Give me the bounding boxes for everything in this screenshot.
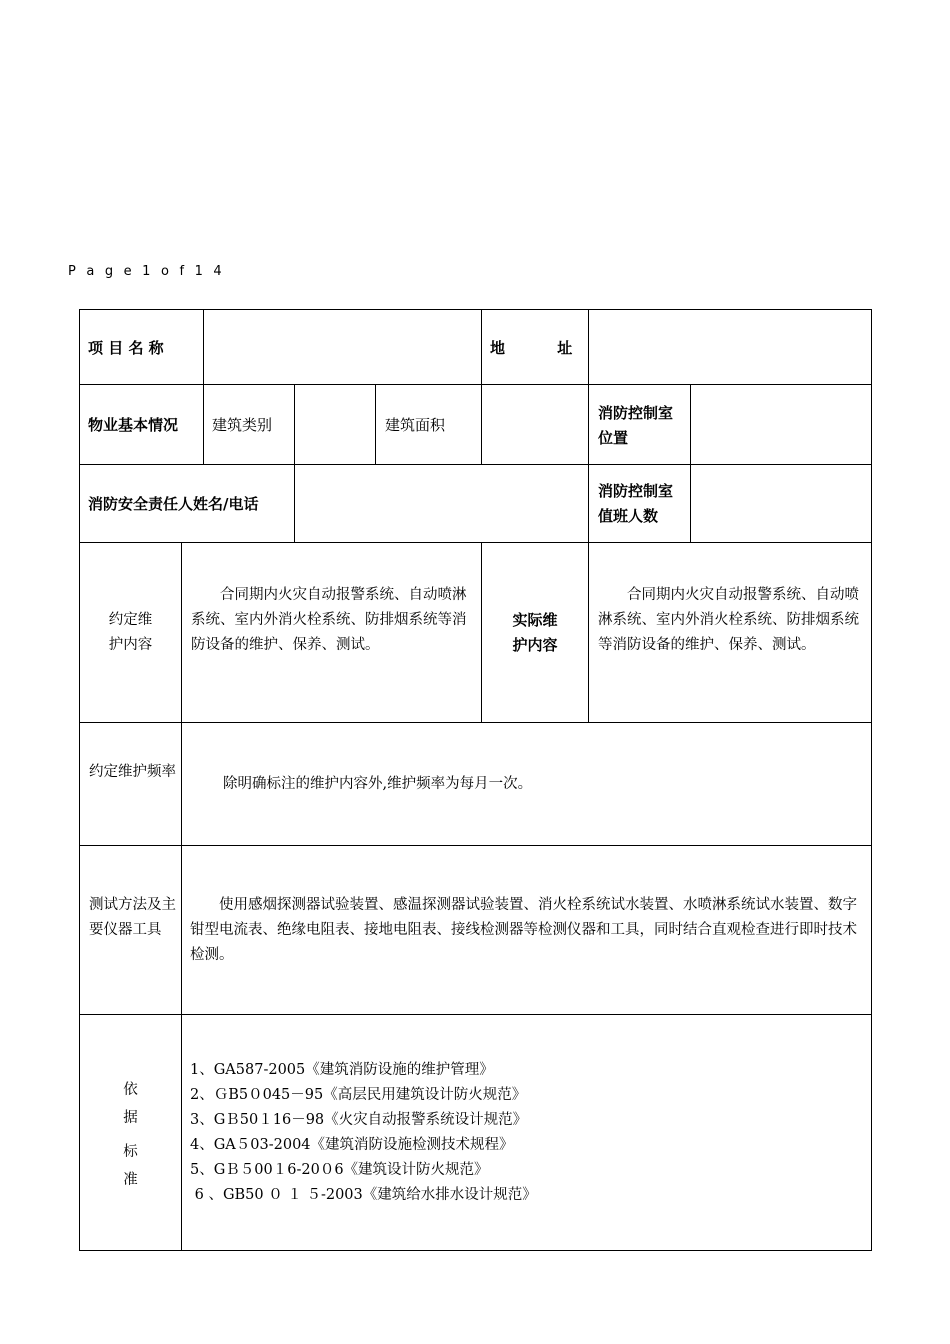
actual-content-label: 实际维 护内容 bbox=[512, 611, 558, 654]
control-room-location-field[interactable] bbox=[694, 385, 869, 464]
building-area-label: 建筑面积 bbox=[385, 416, 446, 434]
test-method-label: 测试方法及主要仪器工具 bbox=[89, 897, 176, 938]
control-room-location-label: 消防控制室 位置 bbox=[598, 404, 674, 447]
standard-item: 5、GＢ５00１6-20０6《建筑设计防火规范》 bbox=[190, 1162, 489, 1178]
standard-item: 1、GA587-2005《建筑消防设施的维护管理》 bbox=[190, 1062, 494, 1078]
standard-item: 2、ＧB5０045－95《高层民用建筑设计防火规范》 bbox=[190, 1087, 527, 1103]
building-type-label: 建筑类别 bbox=[212, 416, 273, 434]
actual-content-text: 合同期内火灾自动报警系统、自动喷淋系统、室内外消火栓系统、防排烟系统等消防设备的维护、保养、测试。 bbox=[598, 587, 859, 653]
standard-item: 4、GA５03-2004《建筑消防设施检测技术规程》 bbox=[190, 1137, 514, 1153]
property-info-label: 物业基本情况 bbox=[88, 416, 179, 434]
building-type-field[interactable] bbox=[298, 385, 372, 464]
frequency-text: 除明确标注的维护内容外,维护频率为每月一次。 bbox=[223, 776, 533, 792]
page-number: P a g e 1 o f 1 4 bbox=[68, 264, 225, 279]
standards-list bbox=[190, 1058, 866, 1208]
duty-count-field[interactable] bbox=[694, 465, 869, 542]
building-area-field[interactable] bbox=[485, 385, 585, 464]
duty-count-label: 消防控制室 值班人数 bbox=[598, 482, 674, 525]
agreed-content-label: 约定维 护内容 bbox=[108, 612, 153, 653]
basis-standard-label: 依 据 标 准 bbox=[123, 1082, 138, 1188]
agreed-content-text: 合同期内火灾自动报警系统、自动喷淋系统、室内外消火栓系统、防排烟系统等消防设备的维护、保养、测试。 bbox=[191, 587, 467, 653]
standard-item: 3、GＢ50１16－98《火灾自动报警系统设计规范》 bbox=[190, 1112, 528, 1128]
address-field[interactable] bbox=[596, 310, 868, 384]
frequency-label: 约定维护频率 bbox=[89, 764, 176, 780]
test-method-text: 使用感烟探测器试验装置、感温探测器试验装置、消火栓系统试水装置、水喷淋系统试水装置、数字钳型电流表、绝缘电阻表、接地电阻表、接线检测器等检测仪器和工具，同时结合直观检查进行即时技术检测。 bbox=[190, 897, 857, 963]
responsible-person-field[interactable] bbox=[298, 465, 586, 542]
project-name-field[interactable] bbox=[210, 310, 478, 384]
standard-item: 6 、GB50 ０ １ ５-2003《建筑给水排水设计规范》 bbox=[190, 1187, 537, 1203]
project-name-label: 项 目 名 称 bbox=[88, 338, 164, 357]
address-label: 地 址 bbox=[490, 338, 573, 357]
responsible-person-label: 消防安全责任人姓名/电话 bbox=[88, 495, 259, 513]
